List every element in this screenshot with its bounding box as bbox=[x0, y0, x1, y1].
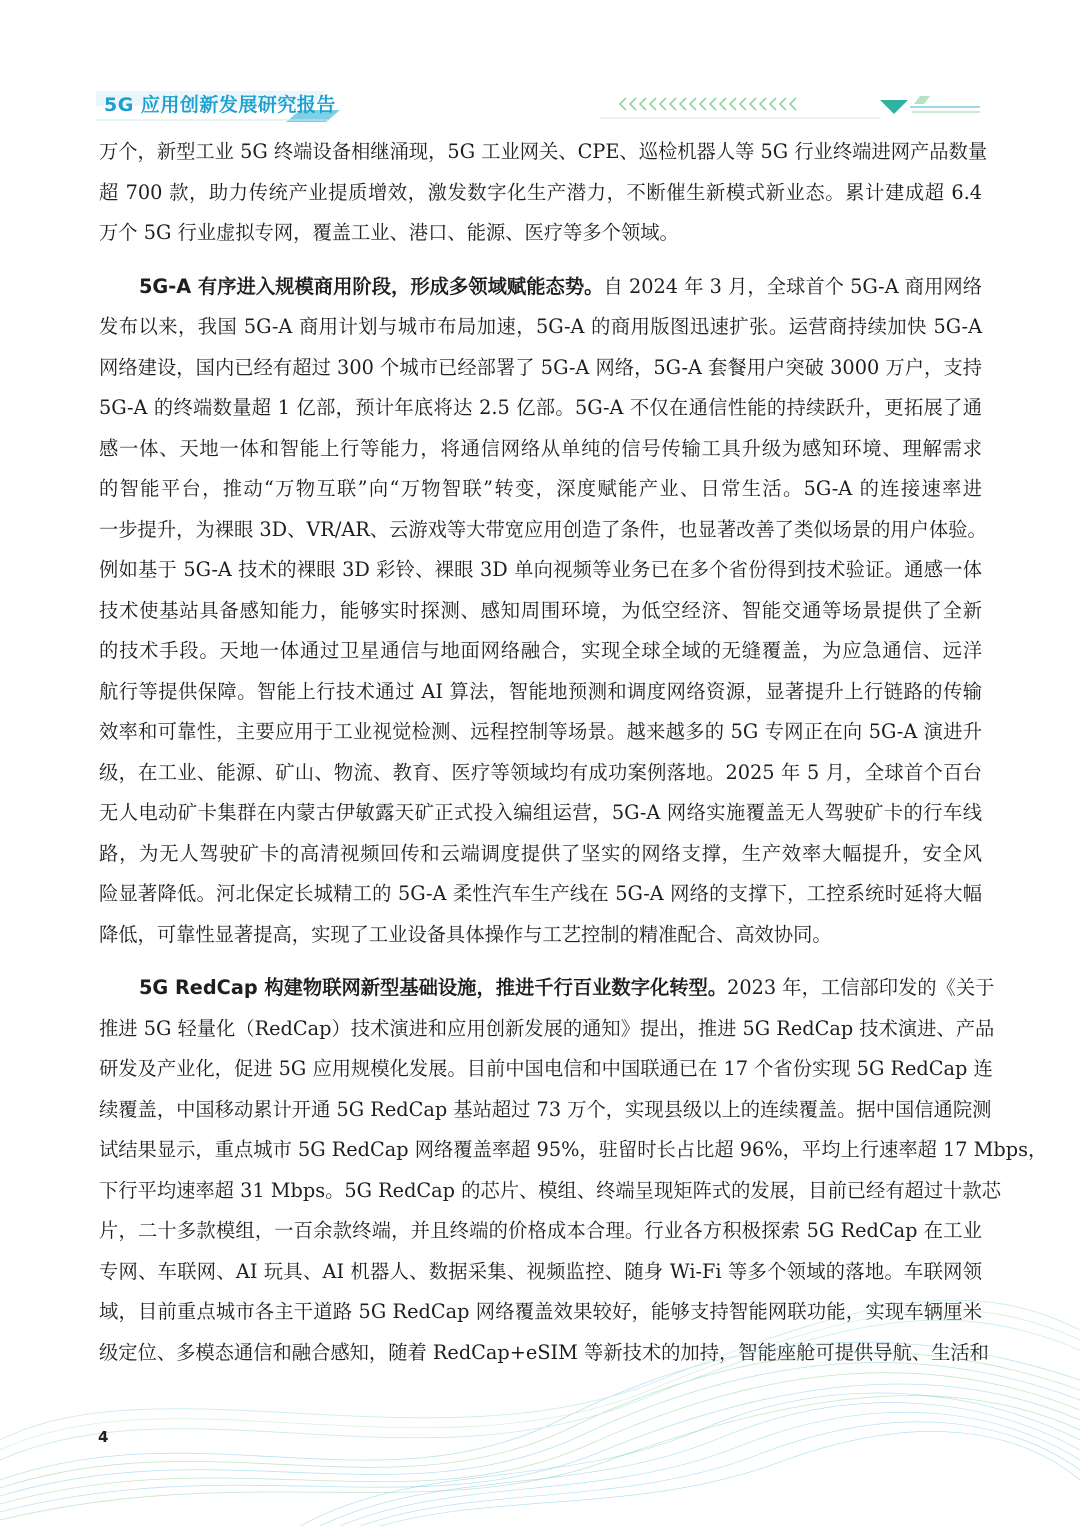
paragraph-1 bbox=[99, 132, 988, 254]
text-line: 发布以来，我国 5G-A 商用计划与城市布局加速，5G-A 的商用版图迅速扩张。运营商持续加快 5G-A bbox=[99, 315, 982, 338]
text-line: 感一体、天地一体和智能上行等能力，将通信网络从单纯的信号传输工具升级为感知环境、理解需求 bbox=[99, 436, 982, 460]
text-line: 专网、车联网、AI 玩具、AI 机器人、数据采集、视频监控、随身 Wi-Fi 等多个领域的落地。车联网领 bbox=[99, 1259, 982, 1283]
text-line: 效率和可靠性，主要应用于工业视觉检测、远程控制等场景。越来越多的 5G 专网正在向 5G-A 演进升 bbox=[99, 720, 982, 743]
text-line-first bbox=[99, 267, 982, 308]
text-line: 试结果显示，重点城市 5G RedCap 网络覆盖率超 95%，驻留时长占比超 96%，平均上行速率超 17 Mbps， bbox=[99, 1138, 1048, 1161]
text-line: 一步提升，为裸眼 3D、VR/AR、云游戏等大带宽应用创造了条件，也显著改善了类似场景的用户体验。 bbox=[99, 517, 987, 541]
body-content bbox=[99, 132, 1048, 1373]
text-line: 域，目前重点城市各主干道路 5G RedCap 网络覆盖效果较好，能够支持智能网联功能，实现车辆厘米 bbox=[99, 1300, 982, 1323]
text-line: 万个，新型工业 5G 终端设备相继涌现，5G 工业网关、CPE、巡检机器人等 5G 行业终端进网产品数量 bbox=[99, 140, 988, 163]
text-line: 无人电动矿卡集群在内蒙古伊敏露天矿正式投入编组运营，5G-A 网络实施覆盖无人驾驶矿卡的行车线 bbox=[99, 801, 982, 824]
text-line: 的智能平台，推动“万物互联”向“万物智联”转变，深度赋能产业、日常生活。5G-A 的连接速率进 bbox=[99, 477, 982, 500]
paragraph-lead: 5G-A 有序进入规模商用阶段，形成多领域赋能态势。 bbox=[139, 274, 604, 298]
text-line: 技术使基站具备感知能力，能够实时探测、感知周围环境，为低空经济、智能交通等场景提供了全新 bbox=[99, 598, 982, 622]
paragraph-first-line: 2023 年，工信部印发的《关于 bbox=[727, 976, 995, 999]
text-line: 级，在工业、能源、矿山、物流、教育、医疗等领域均有成功案例落地。2025 年 5 月，全球首个百台 bbox=[99, 760, 982, 784]
text-line: 片，二十多款模组，一百余款终端，并且终端的价格成本合理。行业各方积极探索 5G RedCap 在工业 bbox=[99, 1219, 982, 1242]
text-line: 航行等提供保障。智能上行技术通过 AI 算法，智能地预测和调度网络资源，显著提升上行链路的传输 bbox=[99, 679, 982, 703]
text-line: 级定位、多模态通信和融合感知，随着 RedCap+eSIM 等新技术的加持，智能座舱可提供导航、生活和 bbox=[99, 1340, 989, 1364]
text-line: 降低，可靠性显著提高，实现了工业设备具体操作与工艺控制的精准配合、高效协同。 bbox=[99, 922, 832, 946]
text-line-first bbox=[99, 968, 995, 1009]
paragraph-first-line: 自 2024 年 3 月，全球首个 5G-A 商用网络 bbox=[603, 274, 982, 298]
text-line: 网络建设，国内已经有超过 300 个城市已经部署了 5G-A 网络，5G-A 套餐用户突破 3000 万户，支持 bbox=[99, 355, 982, 379]
text-line: 5G-A 的终端数量超 1 亿部，预计年底将达 2.5 亿部。5G-A 不仅在通信性能的持续跃升，更拓展了通 bbox=[99, 396, 982, 419]
text-line: 推进 5G 轻量化（RedCap）技术演进和应用创新发展的通知》提出，推进 5G RedCap 技术演进、产品 bbox=[99, 1016, 995, 1040]
text-line: 续覆盖，中国移动累计开通 5G RedCap 基站超过 73 万个，实现县级以上的连续覆盖。据中国信通院测 bbox=[99, 1097, 992, 1121]
text-line: 万个 5G 行业虚拟专网，覆盖工业、港口、能源、医疗等多个领域。 bbox=[99, 221, 679, 244]
text-line: 超 700 款，助力传统产业提质增效，激发数字化生产潜力，不断催生新模式新业态。累计建成超 6.4 bbox=[99, 180, 982, 204]
paragraph-5g-a bbox=[99, 267, 987, 956]
text-line: 例如基于 5G-A 技术的裸眼 3D 彩铃、裸眼 3D 单向视频等业务已在多个省份得到技术验证。通感一体 bbox=[99, 558, 982, 581]
page-number: 4 bbox=[98, 1428, 109, 1446]
footer-wave-decoration bbox=[0, 1260, 1080, 1526]
report-title: 5G 应用创新发展研究报告 bbox=[104, 94, 336, 116]
page-header bbox=[0, 88, 1080, 122]
paragraph-lead: 5G RedCap 构建物联网新型基础设施，推进千行百业数字化转型。 bbox=[139, 976, 728, 999]
text-line: 研发及产业化，促进 5G 应用规模化发展。目前中国电信和中国联通已在 17 个省份实现 5G RedCap 连 bbox=[99, 1057, 993, 1080]
text-line: 下行平均速率超 31 Mbps。5G RedCap 的芯片、模组、终端呈现矩阵式的发展，目前已经有超过十款芯 bbox=[99, 1178, 1002, 1202]
text-line: 的技术手段。天地一体通过卫星通信与地面网络融合，实现全球全域的无缝覆盖，为应急通信、远洋 bbox=[99, 639, 982, 662]
text-line: 路，为无人驾驶矿卡的高清视频回传和云端调度提供了坚实的网络支撑，生产效率大幅提升，安全风 bbox=[99, 841, 982, 865]
text-line: 险显著降低。河北保定长城精工的 5G-A 柔性汽车生产线在 5G-A 网络的支撑下，工控系统时延将大幅 bbox=[99, 882, 982, 905]
